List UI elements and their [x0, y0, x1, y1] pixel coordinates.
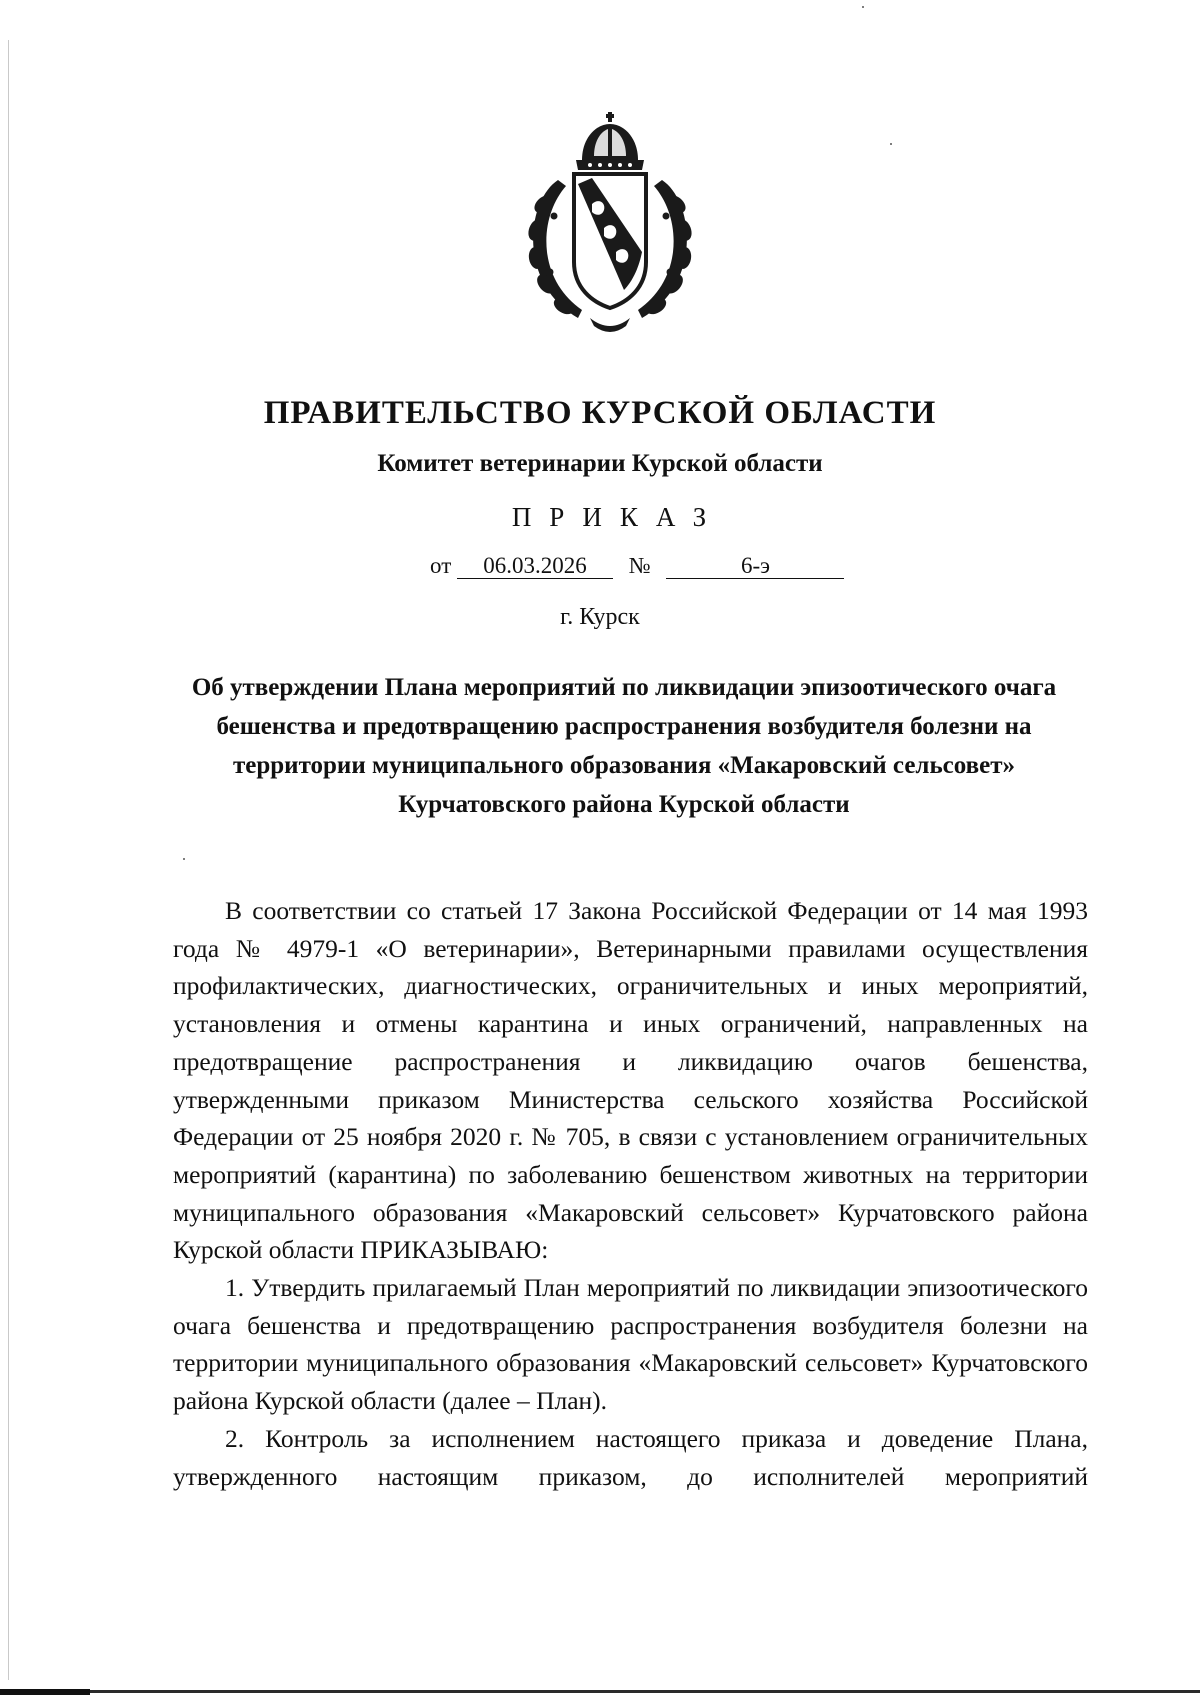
order-title: Об утверждении Плана мероприятий по ликвидации эпизоотического очага бешенства и предотвращению распространения возбудителя болезни на территории муниципального образования «Макаровский сельсовет» Курчатовского района Курской области [191, 674, 1057, 818]
scan-edge [8, 40, 9, 1680]
order-number: 6-э [666, 554, 844, 579]
document-type: ПРИКАЗ [511, 502, 725, 532]
order-body [173, 892, 1088, 1495]
city: г. Курск [560, 604, 640, 630]
scan-speck [183, 858, 185, 860]
scan-bottom-edge [0, 1690, 1200, 1693]
scan-speck [862, 6, 864, 8]
committee-name: Комитет ветеринарии Курской области [377, 450, 823, 477]
item-2-paragraph: 2. Контроль за исполнением настоящего приказа и доведение Плана, утвержденного настоящим приказом, до исполнителей мероприятий [173, 1423, 1088, 1491]
scan-speck [890, 143, 892, 145]
coat-of-arms-emblem [520, 112, 700, 338]
order-date-number-line [430, 553, 844, 579]
order-date: 06.03.2026 [457, 554, 613, 579]
government-title: ПРАВИТЕЛЬСТВО КУРСКОЙ ОБЛАСТИ [263, 395, 937, 431]
number-label: № [628, 553, 651, 578]
scan-bottom-mark [0, 1689, 90, 1695]
preamble-paragraph: В соответствии со статьей 17 Закона Российской Федерации от 14 мая 1993 года № 4979-1 «О ветеринарии», Ветеринарными правилами осуществления профилактических, диагностических, ограничительных и иных мероприятий, установления и отмены карантина и иных ограничений, направленных на предотвращение распространения и ликвидацию очагов бешенства, утвержденными приказом Министерства сельского хозяйства Российской Федерации от 25 ноября 2020 г. № 705, в связи с установлением ограничительных мероприятий (карантина) по заболеванию бешенством животных на территории муниципального образования «Макаровский сельсовет» Курчатовского района Курской области ПРИКАЗЫВАЮ: [173, 896, 1088, 1265]
item-1-paragraph: 1. Утвердить прилагаемый План мероприятий по ликвидации эпизоотического очага бешенства и предотвращению распространения возбудителя болезни на территории муниципального образования «Макаровский сельсовет» Курчатовского района Курской области (далее – План). [173, 1273, 1088, 1416]
date-label: от [430, 553, 452, 578]
